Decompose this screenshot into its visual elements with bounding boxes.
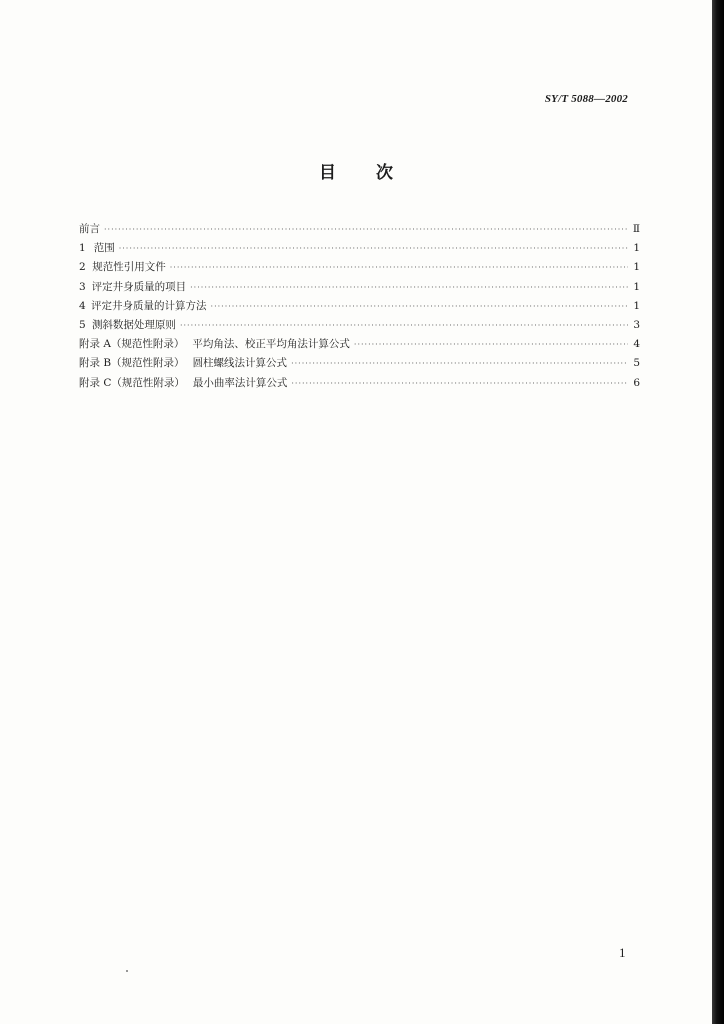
toc-leader-dots [180, 316, 628, 335]
toc-entry-appendix-b[interactable] [79, 354, 640, 373]
scan-speck [126, 970, 128, 972]
toc-entry-text: 附录 B（规范性附录） [79, 357, 185, 370]
toc-leader-dots [104, 220, 628, 239]
scan-edge-shadow [712, 0, 724, 1024]
toc-title-char-2: 次 [376, 163, 393, 183]
toc-entry-page: Ⅱ [632, 223, 640, 235]
toc-entry-subtitle: 圆柱螺线法计算公式 [192, 357, 288, 370]
toc-entry-text: 附录 A（规范性附录） [79, 338, 185, 351]
toc-leader-dots [211, 297, 628, 316]
toc-entry-page: 3 [633, 318, 640, 331]
toc-entry-appendix-c[interactable] [79, 374, 640, 393]
page-number: 1 [619, 945, 626, 960]
table-of-contents [79, 220, 640, 393]
toc-entry-page: 1 [633, 299, 640, 312]
toc-entry-subtitle: 最小曲率法计算公式 [192, 376, 288, 389]
toc-leader-dots [170, 258, 628, 277]
toc-leader-dots [119, 239, 628, 258]
toc-title [0, 158, 712, 183]
toc-entry-page: 6 [633, 376, 640, 389]
toc-entry-page: 1 [633, 242, 640, 255]
toc-title-char-1: 目 [319, 163, 336, 183]
toc-entry-text: 测斜数据处理原则 [91, 318, 176, 331]
toc-entry-subtitle: 平均角法、校正平均角法计算公式 [192, 338, 350, 351]
toc-entry-text: 范围 [93, 242, 115, 255]
toc-entry-text: 附录 C（规范性附录） [79, 376, 185, 389]
toc-entry-number: 3 [79, 280, 86, 293]
toc-entry-text: 评定井身质量的项目 [91, 280, 187, 293]
toc-entry-number: 2 [79, 261, 86, 274]
toc-entry-page: 1 [633, 280, 640, 293]
toc-entry-number: 1 [79, 242, 86, 255]
toc-entry-page: 5 [633, 357, 640, 370]
toc-leader-dots [291, 354, 628, 373]
toc-entry-data-processing[interactable] [79, 316, 640, 335]
toc-leader-dots [354, 335, 628, 354]
toc-entry-evaluation-items[interactable] [79, 278, 640, 297]
toc-entry-foreword[interactable] [79, 220, 640, 239]
toc-entry-number: 5 [79, 318, 86, 331]
toc-entry-calculation-methods[interactable] [79, 297, 640, 316]
toc-entry-scope[interactable] [79, 239, 640, 258]
toc-entry-page: 1 [633, 261, 640, 274]
standard-code: SY/T 5088—2002 [544, 93, 628, 105]
toc-entry-text: 规范性引用文件 [92, 261, 166, 274]
toc-entry-page: 4 [633, 338, 640, 351]
toc-entry-number: 4 [79, 299, 86, 312]
toc-leader-dots [291, 374, 628, 393]
toc-entry-appendix-a[interactable] [79, 335, 640, 354]
toc-leader-dots [190, 278, 628, 297]
toc-entry-text: 前言 [79, 223, 100, 235]
toc-entry-normative-references[interactable] [79, 258, 640, 277]
toc-entry-text: 评定井身质量的计算方法 [91, 299, 207, 312]
